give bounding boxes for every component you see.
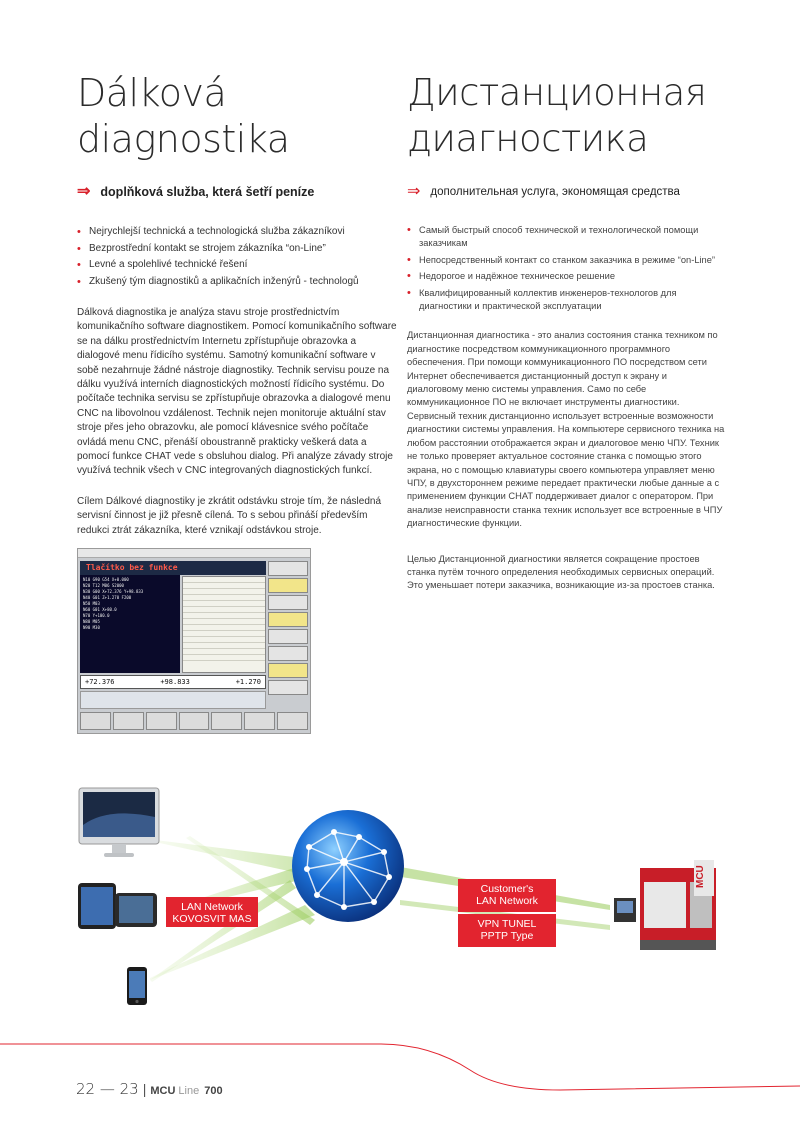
body-paragraph: Cílem Dálkové diagnostiky je zkrátit odstávku stroje tím, že následná servisní činnost je již přesně cílená. To s sebou přináší především redukci ztrát zákazníka, které vznikají odstávkou stroje. [77, 495, 382, 536]
label-line: KOVOSVIT MAS [172, 913, 252, 925]
list-item [77, 257, 397, 274]
cnc-side-buttons [268, 561, 308, 697]
czech-column [77, 70, 397, 538]
footer-separator: | [142, 1081, 147, 1097]
double-arrow-right-icon: ⇒ [77, 183, 91, 200]
footer-model: 700 [204, 1085, 223, 1097]
czech-bullet-list [77, 224, 397, 290]
bullet-dot-icon: • [77, 242, 81, 255]
list-item [407, 224, 725, 251]
list-item-text: Квалифицированный коллектив инженеров-технологов для диагностики и практической эксплуатации [419, 287, 677, 312]
tablet-landscape-icon [114, 892, 158, 933]
russian-title [407, 70, 725, 162]
body-paragraph: Целью Дистанционной диагностики является сокращение простоев станка путём точного определения необходимых сервисных операций. Это уменьшает потери заказчика, возникающие из-за простоев станка. [407, 553, 715, 591]
bullet-dot-icon: • [77, 259, 81, 271]
axis-x-value: +72.376 [85, 678, 115, 686]
list-item [77, 241, 397, 258]
title-line: diagnostika [77, 117, 290, 161]
bullet-dot-icon: • [407, 224, 411, 236]
cnc-status-strip [80, 691, 266, 709]
russian-subtitle [407, 184, 725, 200]
customer-network-label [458, 879, 556, 912]
list-item-text: Zkušený tým diagnostiků a aplikačních inženýrů - technologů [89, 275, 359, 287]
cnc-program-panel: N10 G90 G54 X+0.000 N20 T12 M06 S2000 N30 G00 X+72.376 Y+98.833 N40 G01 Z+1.270 F200 N50 M03 N60 G01 X+80.0 N70 Y+100.0 N80 M05 N90 M30 [80, 561, 180, 673]
machine-brand-label: MCU [695, 865, 706, 888]
list-item-text: Levné a spolehlivé technické řešení [89, 259, 248, 270]
title-line: Дистанционная [407, 71, 707, 114]
bullet-dot-icon: • [407, 253, 411, 266]
subtitle-text: doplňková služba, která šetří peníze [100, 185, 315, 199]
list-item-text: Самый быстрый способ технической и технологической помощи заказчикам [419, 225, 699, 249]
russian-column [407, 70, 725, 593]
czech-subtitle [77, 184, 397, 200]
page-footer [76, 1080, 223, 1098]
subtitle-text: дополнительная услуга, экономящая средства [430, 186, 680, 198]
label-line: LAN Network [181, 901, 243, 913]
label-line: PPTP Type [480, 930, 534, 942]
title-line: диагностика [407, 117, 649, 160]
bullet-dot-icon: • [407, 286, 411, 299]
cnc-softkeys [80, 712, 308, 730]
body-paragraph: Дистанционная диагностика - это анализ состояния станка техником по диагностике посредством коммуникационного программного обеспечения. При помощи коммуникационного ПО посредством сети Интернет обеспечивается дистанционный доступ к экрану и диалоговому меню системы управления. Само по себе коммуникационное ПО не включает инструменты диагностики. Сервисный техник дистанционно использует встроенные возможности диагностики системы управления. На компьютере сервисного техника на любом расстоянии отображается экран и диалоговое меню ЧПУ. Техник не только проверяет актуальное состояние станка с помощью этого экрана, но с помощью клавиатуры своего компьютера управляет меню ЧПУ, в двухстороннем режиме передает практически любые данные а с применением функции CHAT поддерживает диалог с оператором. При анализе неисправности станка техник использует все встроенные в ЧПУ диагностические функции. [407, 330, 725, 529]
cnc-header: Tlačítko bez funkce [80, 561, 266, 575]
label-line: VPN TUNEL [477, 918, 537, 930]
double-arrow-right-icon: ⇒ [407, 183, 421, 200]
list-item-text: Непосредственный контакт со станком заказчика в режиме “on-Line” [419, 254, 715, 265]
page-numbers: 22 — 23 [76, 1080, 139, 1098]
list-item [77, 224, 397, 241]
list-item-text: Bezprostřední kontakt se strojem zákazníka “on-Line” [89, 242, 326, 254]
axis-y-value: +98.833 [160, 678, 190, 686]
list-item [407, 254, 725, 267]
smartphone-icon [126, 966, 148, 1011]
list-item [407, 287, 725, 314]
label-line: Customer's [480, 883, 534, 895]
cnc-menubar [78, 549, 310, 558]
label-line: LAN Network [476, 895, 538, 907]
list-item-text: Nejrychlejší technická a technologická služba zákazníkovi [89, 226, 345, 237]
body-paragraph: Dálková diagnostika je analýza stavu stroje prostřednictvím komunikačního software diagnostikem. Pomocí komunikačního software se na dálku prostřednictvím Internetu zpřístupňuje obrazovka a dialogové menu řídicího systému. Samotný komunikační software v sobě nezahrnuje žádné nástroje diagnostiky. Technik servisu pouze na dálku využívá interních diagnostických možností řídicího systému. Do počítače technika servisu se zpřístupňuje obrazovka a dialogové menu CNC na libovolnou vzdálenost. Technik nejen monitoruje aktuální stav stroje přes jeho obrazovku, ale pomocí klávesnice svého počítače ovládá menu CNC, přenáší oboustranně prakticky veškerá data a pomocí funkce CHAT vede s obsluhou dialog. Při analýze závady stroje využívá technik všech v CNC integrovaných diagnostických funkcí. [77, 307, 397, 477]
list-item-text: Недорогое и надёжное техническое решение [419, 271, 616, 282]
footer-line: Line [178, 1085, 200, 1097]
czech-title [77, 70, 397, 162]
axis-z-value: +1.270 [235, 678, 261, 686]
cnc-screenshot [77, 548, 311, 734]
vpn-tunnel-label [458, 914, 556, 947]
desktop-monitor-icon [78, 787, 160, 864]
footer-brand: MCU [150, 1085, 176, 1097]
tablet-icon [77, 882, 117, 935]
cnc-axes-readout [80, 675, 266, 689]
russian-bullet-list [407, 224, 725, 313]
bullet-dot-icon: • [77, 275, 81, 288]
list-item [77, 274, 397, 291]
list-item [407, 270, 725, 283]
cnc-status-panel [182, 576, 266, 673]
bullet-dot-icon: • [407, 270, 411, 283]
bullet-dot-icon: • [77, 226, 81, 238]
kovosvit-network-label [166, 897, 258, 927]
title-line: Dálková [77, 71, 227, 115]
globe-icon [289, 807, 407, 925]
cnc-machine-icon [610, 858, 720, 959]
